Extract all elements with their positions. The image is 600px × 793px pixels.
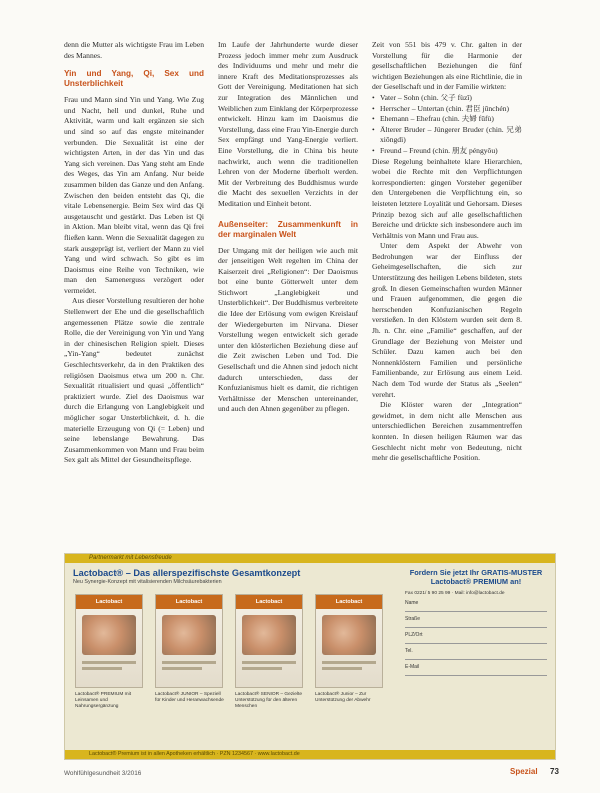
product-box — [155, 594, 223, 688]
paragraph: Unter dem Aspekt der Abwehr von Bedrohungen war der Einfluss der Geheimgesellschaften, die sich zur Unterstützung des heiligen Lebens bildeten, stets groß. In diesen Gemeinschaften wurden Männer und Frauen aufgenommen, die gegen die herrschenden Konfuzianischen Regeln verstießen. In den Klöstern wurden seit dem 8. Jh. n. Chr. eine „Familie“ geschaffen, auf der Grundlage der Beziehung von Meister und Schüler. Dazu kamen auch bei den Nonnenklöstern Familien und persönliche Familienbande, zur Erlösung aus einem Leid. Nach dem Tod wurde der Status als „Seelen“ verehrt. — [372, 241, 522, 399]
form-field-name[interactable]: Name — [405, 596, 547, 612]
box-label: Lactobact — [316, 595, 382, 609]
footer-section: Spezial — [510, 767, 538, 776]
footer-publication: Wohlfühlgesundheit 3/2016 — [64, 770, 142, 777]
product-box — [315, 594, 383, 688]
product-caption: Lactobact® SENIOR – Gezielte Unterstützung für den älteren Menschen — [235, 692, 302, 709]
ad-headline: Lactobact® – Das allerspezifischste Gesamtkonzept — [73, 568, 301, 578]
box-label: Lactobact — [156, 595, 222, 609]
section-heading: Yin und Yang, Qi, Sex und Unsterblichkeit — [64, 69, 204, 89]
paragraph: Frau und Mann sind Yin und Yang. Wie Zug und Nacht, hell und dunkel, Ruhe und Aktivität, warm und kalt ergänzen sie sich und sind so auf das engste miteinander verbunden. Die Sexualität ist eine der wichtigsten Arten, in der das Yin und das Yang sich vereinen. Das Yang steht am Ende des Weges, das Yin am Anfang. Nur beide zusammen bilden das Ganze und den Anfang. Zwischen den beiden entsteht das Qi, die vitale Lebensenergie. Beim Sex wird das Qi ausgetauscht und gestärkt. Das Leben ist Qi in Aktion. Man bleibt vital, wenn das Qi frei fließen kann. Wenn die Sexualität dagegen zu stark ausgeprägt ist, verliert der Mann zu viel Yang und wird schwach. So gibt es im Daoismus eine Reihe von Techniken, wie man den Samenerguss verzögert oder vermeidet. — [64, 95, 204, 295]
text-column-3 — [372, 40, 522, 464]
box-text-line — [322, 667, 362, 670]
paragraph: Die Klöster waren der „Integration“ gewidmet, in dem nicht alle Menschen aus unterschiedlichen Bereichen zusammentreffen konnten. In diesen heiligen Räumen war das Geschlecht nicht mehr von Bedeutung, nicht mehr die gesellschaftliche Position. — [372, 400, 522, 463]
list-item: • Freund – Freund (chin. 朋友 péngyǒu) — [372, 146, 522, 157]
order-form-contact: Fax 0221/ 5 90 25 99 · Mail: info@lactobact.de — [405, 591, 505, 596]
text-column-2 — [218, 40, 358, 415]
form-field-street[interactable]: Straße — [405, 612, 547, 628]
couple-photo-icon — [82, 615, 136, 655]
couple-photo-icon — [162, 615, 216, 655]
box-label: Lactobact — [236, 595, 302, 609]
paragraph: Im Laufe der Jahrhunderte wurde dieser Prozess jedoch immer mehr zum Ausdruck des Individuums und mehr und mehr die innere Kraft des Meditationsprozesses als Gott der Vereinigung. Meditationen hat sich zur Integration des Männlichen und Weiblichen zum Einklang der Körperprozesse entwickelt. Hinzu kam im Daoismus die Vorstellung, dass eine Frau Yin-Energie durch Sex empfängt und Yang-Energie verliert. Eine Vorstellung, die in China bis heute nachwirkt, auch wenn die traditionellen Lehren von der Moderne überholt werden. Mit der Verbreitung des Buddhismus wurde die Macht des sexuellen Verzichts in der Meditation und Einheit betont. — [218, 40, 358, 208]
box-text-line — [242, 667, 282, 670]
ad-subheadline: Neu Synergie-Konzept mit vitalisierenden Milchsäurebakterien — [73, 579, 222, 585]
relationship-list — [372, 93, 522, 157]
list-item: • Vater – Sohn (chin. 父子 fùzǐ) — [372, 93, 522, 104]
box-text-line — [82, 667, 122, 670]
box-label: Lactobact — [76, 595, 142, 609]
page-number: 73 — [550, 767, 559, 776]
form-field-phone[interactable]: Tel. — [405, 644, 547, 660]
text-column-1 — [64, 40, 204, 466]
paragraph: Diese Regelung beinhaltete klare Hierarchien, wobei die Rechte mit den Verpflichtungen korrespondierten: gingen Vorsteher gegenüber den Untergebenen die Verpflichtung ein, so leisteten letztere Loyalität und Gehorsam. Dieses Prinzip bezog sich auf alle gesellschaftlichen Bereiche und drückte sich insbesondere auch im Verhältnis von Mann und Frau aus. — [372, 156, 522, 240]
box-text-line — [162, 667, 202, 670]
order-form — [405, 568, 547, 750]
box-text-line — [242, 661, 296, 664]
ad-top-strip: Partnermarkt mit Lebensfreude — [65, 554, 555, 563]
form-field-email[interactable]: E-Mail — [405, 660, 547, 676]
ad-bottom-strip: Lactobact® Premium ist in allen Apotheken erhältlich · PZN 1234567 · www.lactobact.de — [65, 750, 555, 759]
paragraph: denn die Mutter als wichtigste Frau im Leben des Mannes. — [64, 40, 204, 60]
box-text-line — [82, 661, 136, 664]
product-caption: Lactobact® JUNIOR – Speziell für Kinder und Heranwachsende — [155, 692, 224, 703]
product-caption: Lactobact® Junior – Zur Unterstützung der Abwehr — [315, 692, 371, 703]
section-heading: Außenseiter: Zusammenkunft in der marginalen Welt — [218, 219, 358, 239]
product-boxes — [75, 594, 387, 690]
box-text-line — [162, 661, 216, 664]
list-item: • Ehemann – Ehefrau (chin. 夫婦 fūfù) — [372, 114, 522, 125]
ad-product-panel — [73, 568, 391, 746]
paragraph: Zeit von 551 bis 479 v. Chr. galten in der Vorstellung für die Harmonie der gesellschaftlichen Beziehungen die fünf wichtigen Beziehungen als eine Richtlinie, die in der Gesellschaft und in der Familie wirkten: — [372, 40, 522, 92]
couple-photo-icon — [322, 615, 376, 655]
list-item: • Herrscher – Untertan (chin. 君臣 jūnchén) — [372, 104, 522, 115]
couple-photo-icon — [242, 615, 296, 655]
paragraph: Der Umgang mit der heiligen wie auch mit der jenseitigen Welt regelten im China der Kaiserzeit drei „Religionen“: Der Daoismus bot eine bunte Götterwelt unter dem Stichwort „Langlebigkeit und Unsterblichkeit“. Der Buddhismus verbreitete die Idee der Erlösung vom ewigen Kreislauf der Wiedergeburten im Nirvana. Dieser Vorstellung wegen entwickelt sich gerade unter den klösterlichen Beziehung diese auf die Zeit zwischen Leben und Tod. Die Gesellschaft und die Ahnen sind jedoch nicht dadurch unterschieden, dass der Konfuzianismus hielt es damit, die richtigen Verhältnisse der Menschen untereinander, und auch den Ahnen gegenüber zu pflegen. — [218, 245, 358, 414]
product-box — [75, 594, 143, 688]
order-form-title: Fordern Sie jetzt Ihr GRATIS-MUSTER Lactobact® PREMIUM an! — [409, 568, 543, 586]
list-item: • Älterer Bruder – Jüngerer Bruder (chin. 兄弟 xiōngdì) — [372, 125, 522, 146]
advertisement — [64, 553, 556, 760]
product-caption: Lactobact® PREMIUM mit Leinsamen und Nahrungsergänzung — [75, 692, 132, 709]
form-field-city[interactable]: PLZ/Ort — [405, 628, 547, 644]
product-box — [235, 594, 303, 688]
box-text-line — [322, 661, 376, 664]
paragraph: Aus dieser Vorstellung resultieren der hohe Stellenwert der Ehe und die gesellschaftlich angemessenen Plätze sowie die zentrale Rolle, die der Vereinigung von Yin und Yang in der chinesischen Religion spielt. Dieses „Yin-Yang“ bedeutet zunächst Geschlechtsverkehr, da in den Praktiken des religiösen Daoismus etwa um 200 n. Chr. Sexualität ritualisiert und quasi „öffentlich“ praktiziert wurde. Ziel des Daoismus war durch die Erlangung von Langlebigkeit und möglicher sogar Unsterblichkeit, d. h. die materielle Erzeugung von Qi (= Leben) und seine lebenslange Bewahrung. Das Zusammenkommen von Mann und Frau beim Sex galt als Mittel der Gesundheitspflege. — [64, 296, 204, 465]
